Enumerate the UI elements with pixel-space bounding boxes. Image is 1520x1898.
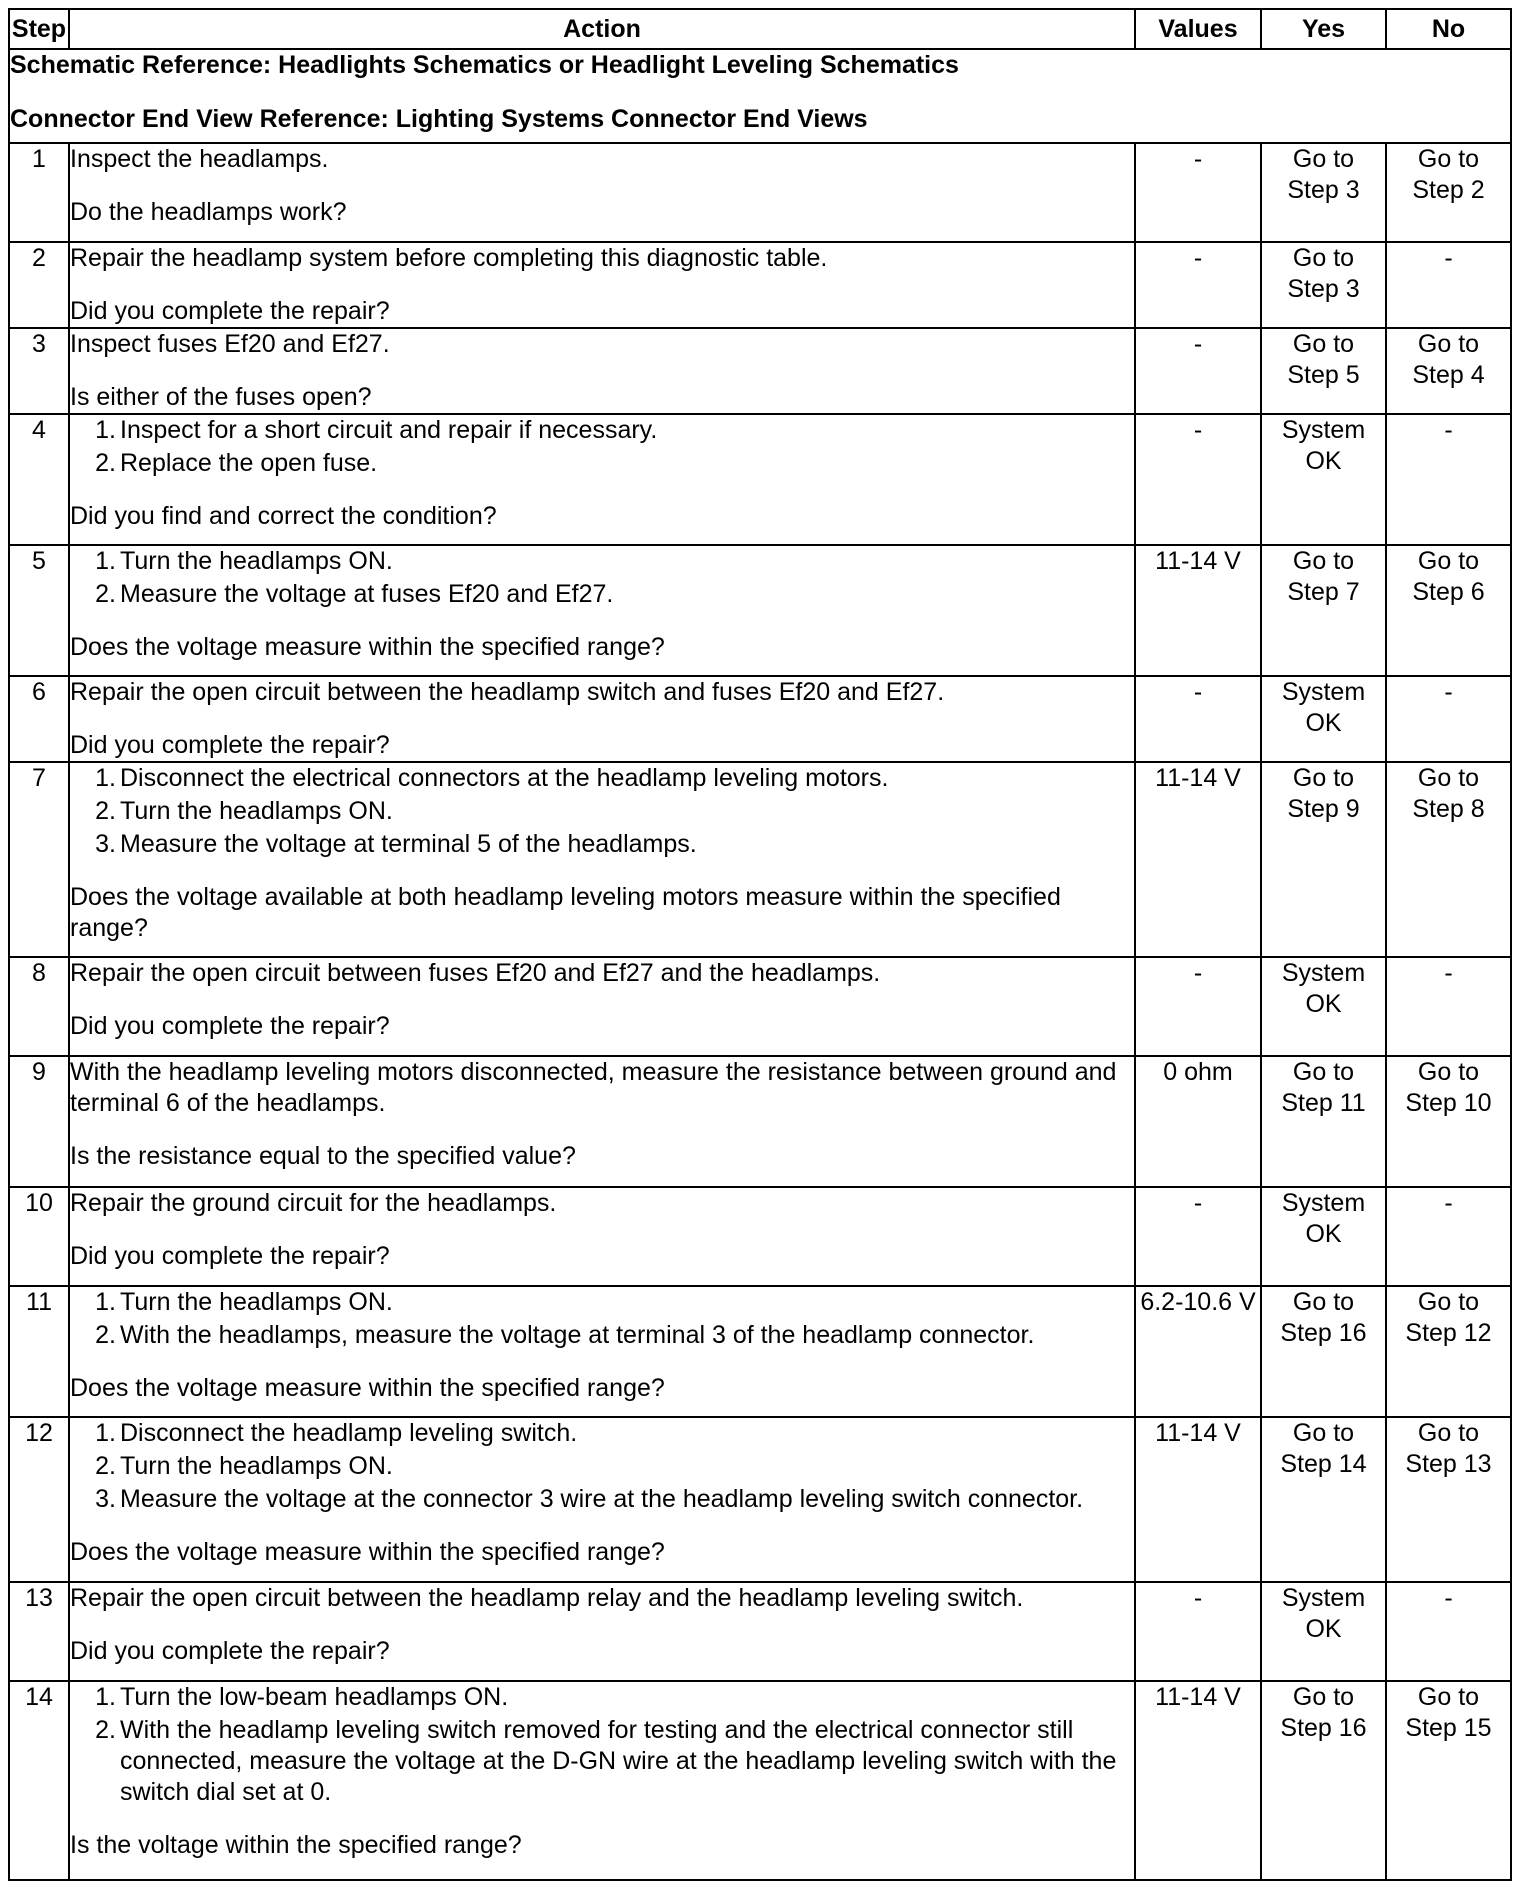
list-item-number: 2. bbox=[95, 1716, 116, 1744]
step-number: 9 bbox=[9, 1056, 69, 1187]
no-line: Go to bbox=[1417, 547, 1480, 575]
yes-line: Go to bbox=[1292, 145, 1355, 173]
action-question: Did you complete the repair? bbox=[70, 731, 390, 759]
no-cell bbox=[1386, 957, 1511, 1056]
yes-cell bbox=[1261, 242, 1386, 328]
list-item-text: With the headlamps, measure the voltage at terminal 3 of the headlamp connector. bbox=[120, 1321, 1035, 1349]
action-cell bbox=[69, 762, 1135, 957]
no-line: - bbox=[1444, 959, 1453, 987]
yes-line: OK bbox=[1305, 1615, 1342, 1643]
list-item-number: 1. bbox=[95, 1419, 116, 1447]
action-cell bbox=[69, 328, 1135, 414]
action-cell bbox=[69, 414, 1135, 545]
step-number: 3 bbox=[9, 328, 69, 414]
connector-reference: Connector End View Reference: Lighting Systems Connector End Views bbox=[10, 105, 868, 133]
yes-cell bbox=[1261, 676, 1386, 762]
yes-line: Step 11 bbox=[1281, 1089, 1366, 1117]
action-question: Is the voltage within the specified range? bbox=[70, 1831, 522, 1859]
action-question: Does the voltage measure within the specified range? bbox=[70, 1538, 665, 1566]
yes-line: Go to bbox=[1292, 1288, 1355, 1316]
action-list-item bbox=[70, 1484, 1134, 1515]
action-text: Repair the open circuit between the headlamp relay and the headlamp leveling switch. bbox=[70, 1584, 1024, 1612]
action-list-item bbox=[70, 1320, 1134, 1351]
yes-line: System bbox=[1281, 416, 1366, 444]
action-list-item bbox=[70, 1287, 1134, 1318]
no-line: Step 4 bbox=[1412, 361, 1485, 389]
yes-line: Go to bbox=[1292, 764, 1355, 792]
no-line: Step 13 bbox=[1405, 1450, 1492, 1478]
yes-line: Step 3 bbox=[1287, 275, 1360, 303]
yes-line: Step 5 bbox=[1287, 361, 1360, 389]
action-question: Does the voltage measure within the specified range? bbox=[70, 1374, 665, 1402]
table-row bbox=[9, 1417, 1511, 1582]
step-number: 1 bbox=[9, 143, 69, 242]
yes-cell bbox=[1261, 1286, 1386, 1417]
action-list bbox=[70, 1682, 1134, 1808]
action-list-item bbox=[70, 415, 1134, 446]
action-list-item bbox=[70, 1451, 1134, 1482]
action-text: With the headlamp leveling motors disconnected, measure the resistance between ground and terminal 6 of the headlamps. bbox=[70, 1058, 1117, 1117]
header-no: No bbox=[1386, 9, 1511, 49]
yes-line: OK bbox=[1305, 447, 1342, 475]
no-cell bbox=[1386, 1582, 1511, 1681]
no-line: Go to bbox=[1417, 330, 1480, 358]
header-step: Step bbox=[9, 9, 69, 49]
no-cell bbox=[1386, 242, 1511, 328]
list-item-number: 2. bbox=[95, 1321, 116, 1349]
table-row bbox=[9, 1187, 1511, 1286]
list-item-text: Disconnect the electrical connectors at the headlamp leveling motors. bbox=[120, 764, 889, 792]
no-line: Step 15 bbox=[1405, 1714, 1492, 1742]
no-cell bbox=[1386, 676, 1511, 762]
step-number: 14 bbox=[9, 1681, 69, 1880]
values-cell: - bbox=[1135, 676, 1261, 762]
header-row bbox=[9, 9, 1511, 49]
list-item-text: Turn the headlamps ON. bbox=[120, 547, 393, 575]
yes-cell bbox=[1261, 957, 1386, 1056]
no-line: Step 12 bbox=[1405, 1319, 1492, 1347]
no-line: Step 8 bbox=[1412, 795, 1485, 823]
list-item-text: Disconnect the headlamp leveling switch. bbox=[120, 1419, 578, 1447]
values-cell: - bbox=[1135, 1582, 1261, 1681]
step-number: 2 bbox=[9, 242, 69, 328]
action-list-item bbox=[70, 796, 1134, 827]
list-item-number: 1. bbox=[95, 416, 116, 444]
list-item-number: 3. bbox=[95, 1485, 116, 1513]
table-row bbox=[9, 1056, 1511, 1187]
action-question: Is the resistance equal to the specified value? bbox=[70, 1142, 576, 1170]
yes-line: Go to bbox=[1292, 1419, 1355, 1447]
values-cell: - bbox=[1135, 957, 1261, 1056]
table-row bbox=[9, 1582, 1511, 1681]
yes-cell bbox=[1261, 1582, 1386, 1681]
action-list-item bbox=[70, 1715, 1134, 1808]
step-number: 10 bbox=[9, 1187, 69, 1286]
list-item-number: 1. bbox=[95, 547, 116, 575]
yes-line: Step 14 bbox=[1280, 1450, 1367, 1478]
no-cell bbox=[1386, 545, 1511, 676]
action-list-item bbox=[70, 448, 1134, 479]
action-text: Inspect fuses Ef20 and Ef27. bbox=[70, 330, 390, 358]
list-item-number: 2. bbox=[95, 580, 116, 608]
action-cell bbox=[69, 143, 1135, 242]
no-line: Go to bbox=[1417, 1288, 1480, 1316]
action-cell bbox=[69, 1187, 1135, 1286]
step-number: 4 bbox=[9, 414, 69, 545]
action-cell bbox=[69, 1681, 1135, 1880]
yes-line: Go to bbox=[1292, 244, 1355, 272]
table-row bbox=[9, 1681, 1511, 1880]
table-row bbox=[9, 676, 1511, 762]
list-item-number: 2. bbox=[95, 449, 116, 477]
table-row bbox=[9, 957, 1511, 1056]
action-cell bbox=[69, 676, 1135, 762]
values-cell: 11-14 V bbox=[1135, 545, 1261, 676]
yes-cell bbox=[1261, 1681, 1386, 1880]
action-question: Did you complete the repair? bbox=[70, 297, 390, 325]
values-cell: 11-14 V bbox=[1135, 762, 1261, 957]
yes-line: OK bbox=[1305, 1220, 1342, 1248]
values-cell: - bbox=[1135, 242, 1261, 328]
table-row bbox=[9, 414, 1511, 545]
action-text: Repair the ground circuit for the headlamps. bbox=[70, 1189, 557, 1217]
yes-line: Step 16 bbox=[1280, 1319, 1367, 1347]
yes-cell bbox=[1261, 143, 1386, 242]
no-cell bbox=[1386, 414, 1511, 545]
no-cell bbox=[1386, 1417, 1511, 1582]
yes-cell bbox=[1261, 1056, 1386, 1187]
action-list bbox=[70, 415, 1134, 479]
no-line: - bbox=[1444, 678, 1453, 706]
step-number: 13 bbox=[9, 1582, 69, 1681]
action-cell bbox=[69, 545, 1135, 676]
values-cell: 0 ohm bbox=[1135, 1056, 1261, 1187]
yes-line: System bbox=[1281, 678, 1366, 706]
list-item-number: 3. bbox=[95, 830, 116, 858]
values-cell: - bbox=[1135, 143, 1261, 242]
action-cell bbox=[69, 1056, 1135, 1187]
yes-line: System bbox=[1281, 1189, 1366, 1217]
action-question: Did you find and correct the condition? bbox=[70, 502, 497, 530]
action-text: Repair the open circuit between the headlamp switch and fuses Ef20 and Ef27. bbox=[70, 678, 945, 706]
no-cell bbox=[1386, 1187, 1511, 1286]
list-item-number: 1. bbox=[95, 764, 116, 792]
list-item-number: 2. bbox=[95, 1452, 116, 1480]
no-line: Step 10 bbox=[1405, 1089, 1492, 1117]
yes-cell bbox=[1261, 1187, 1386, 1286]
step-number: 7 bbox=[9, 762, 69, 957]
yes-line: Go to bbox=[1292, 1058, 1355, 1086]
yes-cell bbox=[1261, 328, 1386, 414]
list-item-number: 1. bbox=[95, 1288, 116, 1316]
action-list-item bbox=[70, 829, 1134, 860]
reference-row bbox=[9, 49, 1511, 143]
diagnostic-table bbox=[8, 8, 1512, 1881]
action-cell bbox=[69, 242, 1135, 328]
list-item-text: Measure the voltage at fuses Ef20 and Ef27. bbox=[120, 580, 614, 608]
no-line: Step 6 bbox=[1412, 578, 1485, 606]
yes-cell bbox=[1261, 545, 1386, 676]
list-item-text: Turn the headlamps ON. bbox=[120, 1452, 393, 1480]
yes-line: Go to bbox=[1292, 547, 1355, 575]
no-line: - bbox=[1444, 1584, 1453, 1612]
no-cell bbox=[1386, 1056, 1511, 1187]
no-cell bbox=[1386, 328, 1511, 414]
yes-line: System bbox=[1281, 959, 1366, 987]
yes-line: Step 9 bbox=[1287, 795, 1360, 823]
header-action: Action bbox=[69, 9, 1135, 49]
list-item-number: 1. bbox=[95, 1683, 116, 1711]
values-cell: - bbox=[1135, 414, 1261, 545]
yes-line: Step 7 bbox=[1287, 578, 1360, 606]
values-cell: 11-14 V bbox=[1135, 1681, 1261, 1880]
action-question: Does the voltage available at both headlamp leveling motors measure within the specified range? bbox=[70, 883, 1061, 942]
step-number: 5 bbox=[9, 545, 69, 676]
no-cell bbox=[1386, 1681, 1511, 1880]
no-line: Go to bbox=[1417, 1419, 1480, 1447]
action-list-item bbox=[70, 579, 1134, 610]
action-list bbox=[70, 763, 1134, 860]
list-item-text: Measure the voltage at the connector 3 wire at the headlamp leveling switch connector. bbox=[120, 1485, 1084, 1513]
no-line: - bbox=[1444, 244, 1453, 272]
step-number: 8 bbox=[9, 957, 69, 1056]
no-line: Go to bbox=[1417, 1683, 1480, 1711]
action-list-item bbox=[70, 763, 1134, 794]
list-item-text: Inspect for a short circuit and repair if necessary. bbox=[120, 416, 658, 444]
yes-line: Step 3 bbox=[1287, 176, 1360, 204]
yes-line: Go to bbox=[1292, 330, 1355, 358]
yes-line: OK bbox=[1305, 709, 1342, 737]
action-cell bbox=[69, 957, 1135, 1056]
no-line: Go to bbox=[1417, 145, 1480, 173]
yes-cell bbox=[1261, 1417, 1386, 1582]
table-row bbox=[9, 762, 1511, 957]
header-values: Values bbox=[1135, 9, 1261, 49]
action-text: Repair the open circuit between fuses Ef20 and Ef27 and the headlamps. bbox=[70, 959, 881, 987]
no-line: Go to bbox=[1417, 1058, 1480, 1086]
yes-line: Step 16 bbox=[1280, 1714, 1367, 1742]
yes-line: Go to bbox=[1292, 1683, 1355, 1711]
action-question: Is either of the fuses open? bbox=[70, 383, 372, 411]
action-list bbox=[70, 1418, 1134, 1515]
yes-line: OK bbox=[1305, 990, 1342, 1018]
action-list-item bbox=[70, 546, 1134, 577]
table-row bbox=[9, 328, 1511, 414]
action-cell bbox=[69, 1417, 1135, 1582]
no-line: Go to bbox=[1417, 764, 1480, 792]
no-line: - bbox=[1444, 416, 1453, 444]
action-list bbox=[70, 1287, 1134, 1351]
header-yes: Yes bbox=[1261, 9, 1386, 49]
step-number: 11 bbox=[9, 1286, 69, 1417]
list-item-text: Measure the voltage at terminal 5 of the headlamps. bbox=[120, 830, 697, 858]
list-item-text: Replace the open fuse. bbox=[120, 449, 378, 477]
step-number: 6 bbox=[9, 676, 69, 762]
no-line: - bbox=[1444, 1189, 1453, 1217]
action-question: Did you complete the repair? bbox=[70, 1637, 390, 1665]
table-row bbox=[9, 242, 1511, 328]
action-text: Repair the headlamp system before completing this diagnostic table. bbox=[70, 244, 828, 272]
action-list-item bbox=[70, 1418, 1134, 1449]
action-list-item bbox=[70, 1682, 1134, 1713]
list-item-text: Turn the low-beam headlamps ON. bbox=[120, 1683, 509, 1711]
values-cell: 11-14 V bbox=[1135, 1417, 1261, 1582]
table-row bbox=[9, 545, 1511, 676]
step-number: 12 bbox=[9, 1417, 69, 1582]
list-item-number: 2. bbox=[95, 797, 116, 825]
action-list bbox=[70, 546, 1134, 610]
action-question: Do the headlamps work? bbox=[70, 198, 347, 226]
action-question: Did you complete the repair? bbox=[70, 1242, 390, 1270]
no-cell bbox=[1386, 143, 1511, 242]
no-line: Step 2 bbox=[1412, 176, 1485, 204]
schematic-reference: Schematic Reference: Headlights Schematics or Headlight Leveling Schematics bbox=[10, 51, 959, 79]
action-cell bbox=[69, 1286, 1135, 1417]
action-question: Does the voltage measure within the specified range? bbox=[70, 633, 665, 661]
action-cell bbox=[69, 1582, 1135, 1681]
table-row bbox=[9, 1286, 1511, 1417]
list-item-text: With the headlamp leveling switch removed for testing and the electrical connector still connected, measure the voltage at the D-GN wire at the headlamp leveling switch with the switch dial set at 0. bbox=[120, 1716, 1117, 1806]
values-cell: 6.2-10.6 V bbox=[1135, 1286, 1261, 1417]
table-row bbox=[9, 143, 1511, 242]
values-cell: - bbox=[1135, 328, 1261, 414]
action-text: Inspect the headlamps. bbox=[70, 145, 329, 173]
list-item-text: Turn the headlamps ON. bbox=[120, 1288, 393, 1316]
yes-cell bbox=[1261, 762, 1386, 957]
no-cell bbox=[1386, 1286, 1511, 1417]
values-cell: - bbox=[1135, 1187, 1261, 1286]
reference-cell bbox=[9, 49, 1511, 143]
list-item-text: Turn the headlamps ON. bbox=[120, 797, 393, 825]
no-cell bbox=[1386, 762, 1511, 957]
yes-cell bbox=[1261, 414, 1386, 545]
yes-line: System bbox=[1281, 1584, 1366, 1612]
action-question: Did you complete the repair? bbox=[70, 1012, 390, 1040]
